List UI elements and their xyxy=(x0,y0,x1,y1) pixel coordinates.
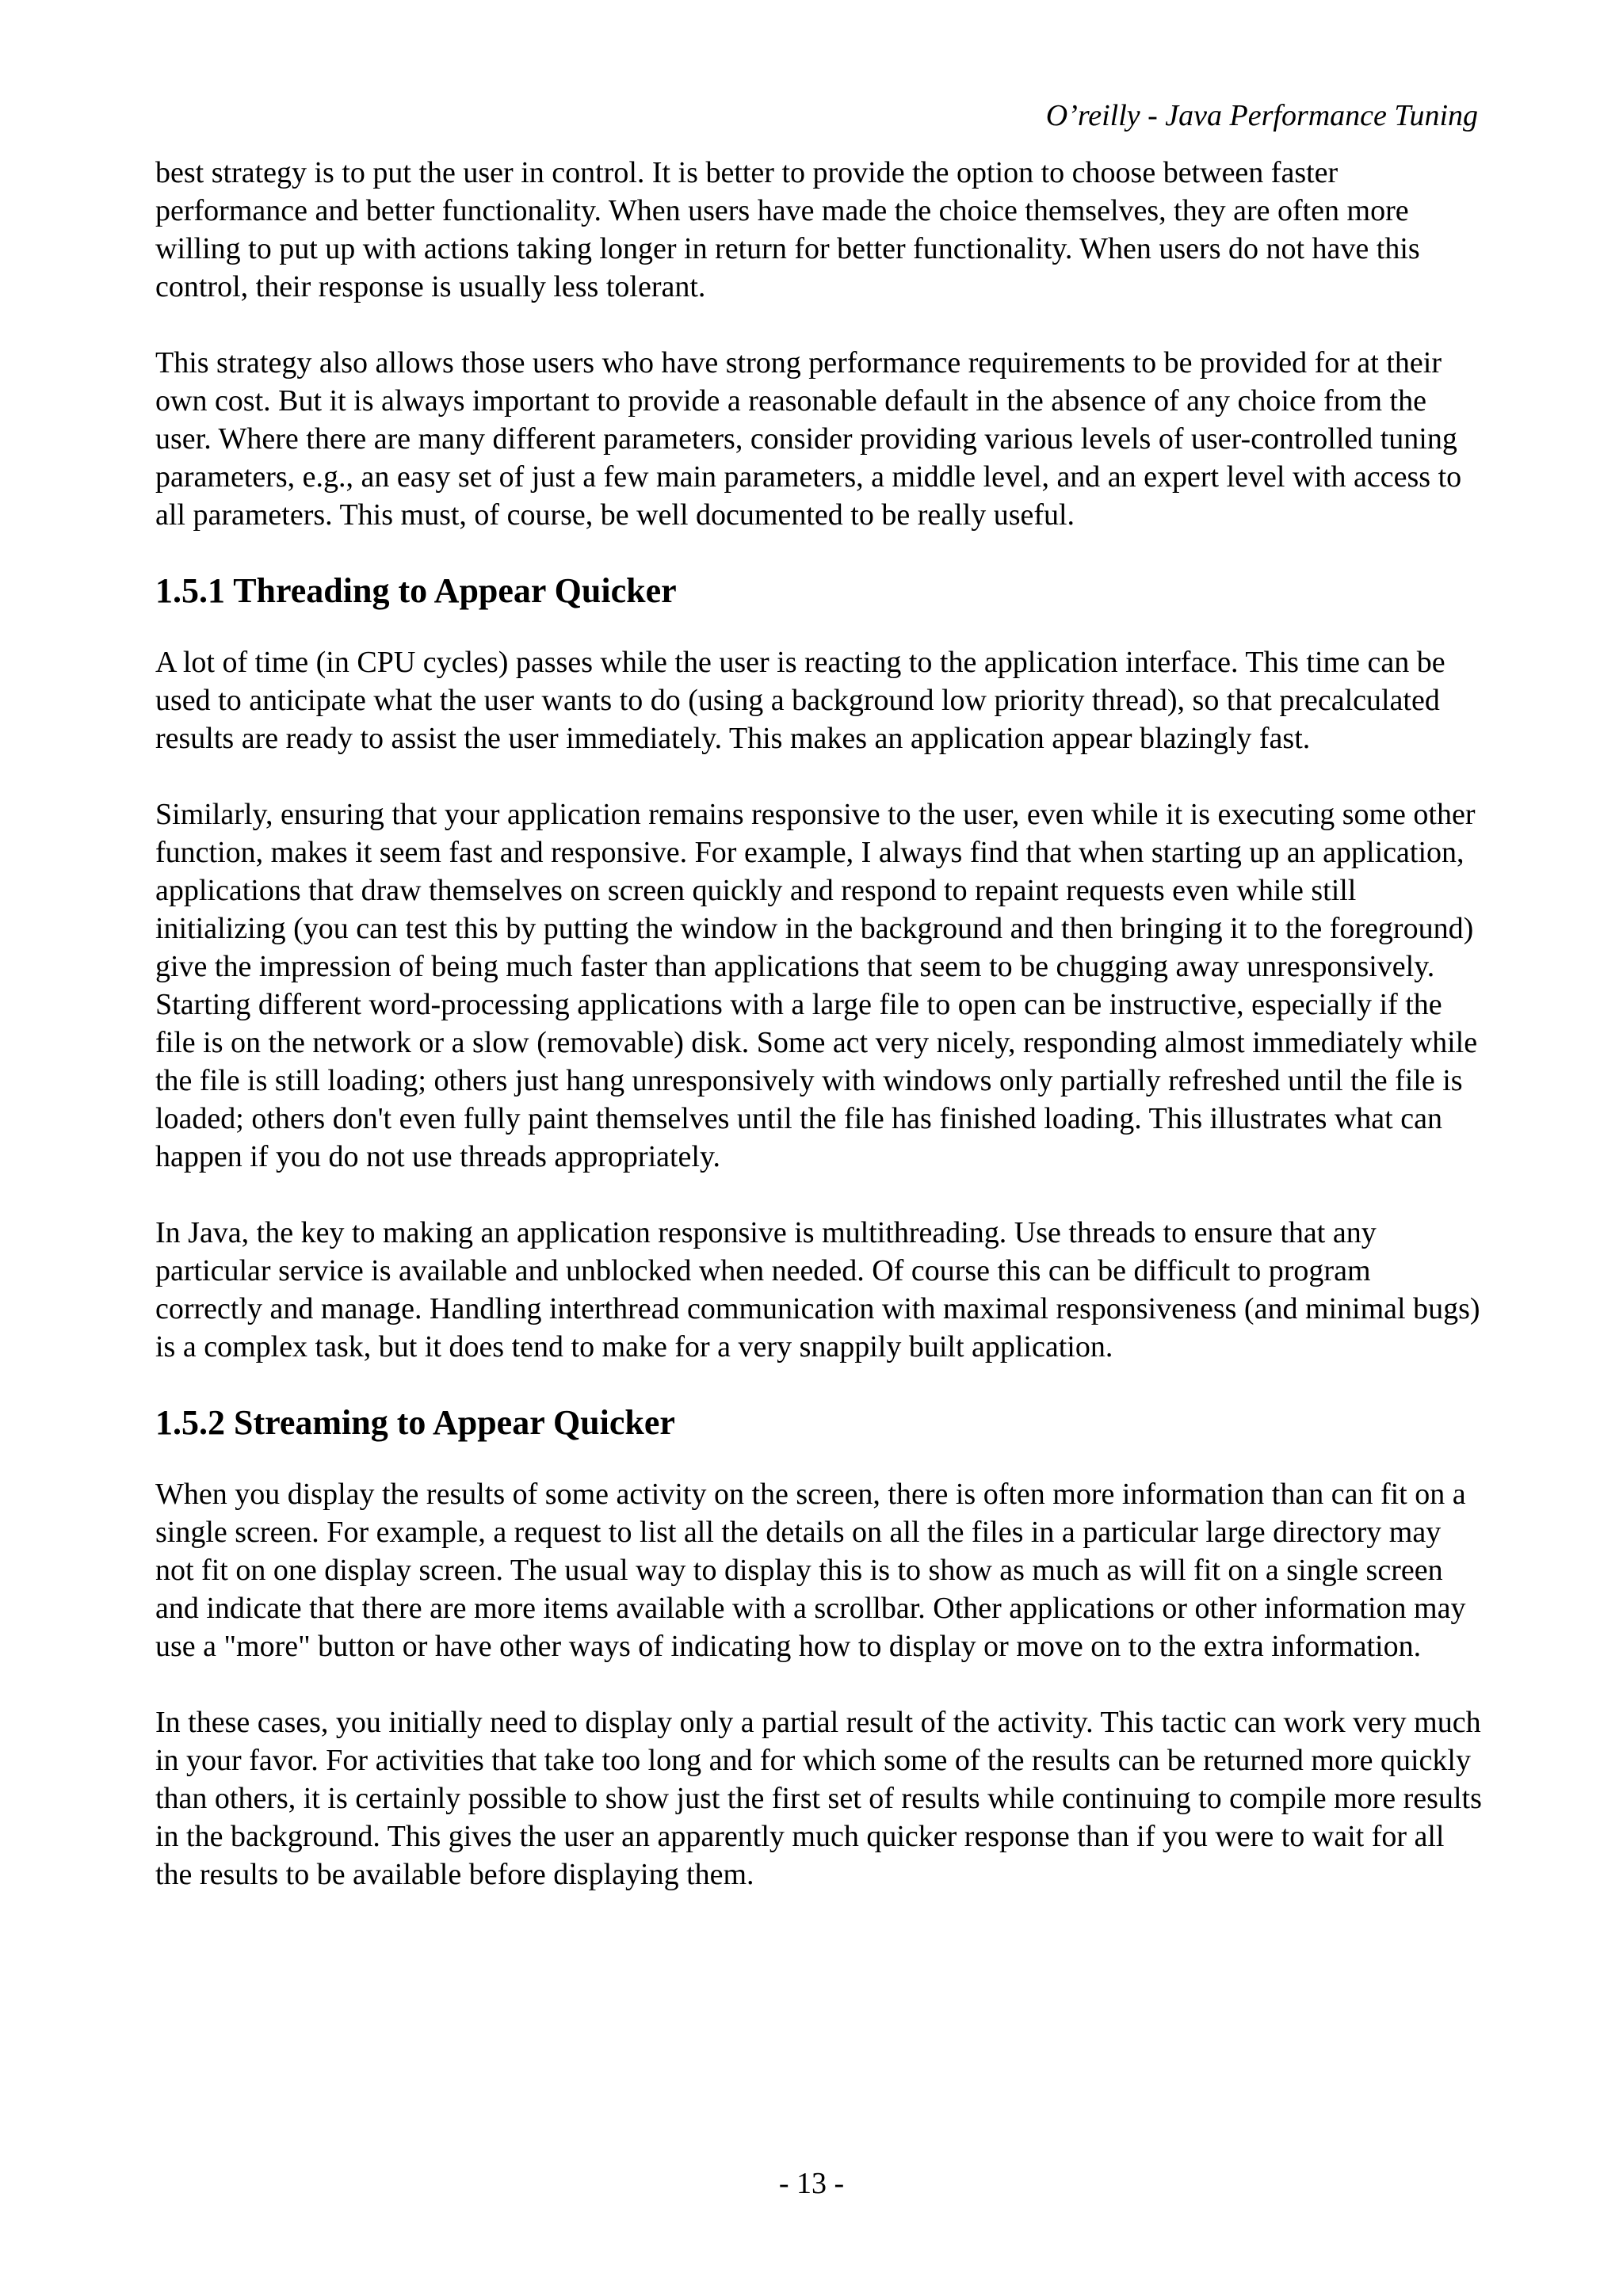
running-header: O’reilly - Java Performance Tuning xyxy=(1045,99,1478,132)
section-heading-threading: 1.5.1 Threading to Appear Quicker xyxy=(155,571,677,610)
paragraph-multithreading: In Java, the key to making an application responsive is multithreading. Use threads to ensure that any particular service is available and unblocked when needed. Of course this can be difficult to program correctly and manage. Handling interthread communication with maximal responsiveness (and minimal bugs) is a complex task, but it does tend to make for a very snappily built application. xyxy=(155,1216,1480,1363)
page-content xyxy=(155,154,1483,1894)
section-heading-streaming: 1.5.2 Streaming to Appear Quicker xyxy=(155,1403,675,1442)
paragraph-strategy-defaults: This strategy also allows those users who have strong performance requirements to be provided for at their own cost. But it is always important to provide a reasonable default in the absence of any choice from the user. Where there are many different parameters, consider providing various levels of user-controlled tuning parameters, e.g., an easy set of just a few main parameters, a middle level, and an expert level with access to all parameters. This must, of course, be well documented to be really useful. xyxy=(155,346,1462,532)
paragraph-cpu-cycles: A lot of time (in CPU cycles) passes while the user is reacting to the application interface. This time can be used to anticipate what the user wants to do (using a background low priority thread), so that precalculated results are ready to assist the user immediately. This makes an application appear blazingly fast. xyxy=(155,646,1445,755)
paragraph-display-results: When you display the results of some activity on the screen, there is often more information than can fit on a single screen. For example, a request to list all the details on all the files in a particular large directory may not fit on one display screen. The usual way to display this is to show as much as will fit on a single screen and indicate that there are more items available with a scrollbar. Other applications or other information may use a "more" button or have other ways of indicating how to display or move on to the extra information. xyxy=(155,1478,1466,1663)
paragraph-user-control: best strategy is to put the user in control. It is better to provide the option to choose between faster performance and better functionality. When users have made the choice themselves, they are often more willing to put up with actions taking longer in return for better functionality. When users do not have this control, their response is usually less tolerant. xyxy=(155,156,1420,303)
paragraph-partial-results: In these cases, you initially need to display only a partial result of the activity. This tactic can work very much in your favor. For activities that take too long and for which some of the results can be returned more quickly than others, it is certainly possible to show just the first set of results while continuing to compile more results in the background. This gives the user an apparently much quicker response than if you were to wait for all the results to be available before displaying them. xyxy=(155,1706,1482,1891)
paragraph-responsiveness: Similarly, ensuring that your application remains responsive to the user, even while it is executing some other function, makes it seem fast and responsive. For example, I always find that when starting up an application, applications that draw themselves on screen quickly and respond to repaint requests even while still initializing (you can test this by putting the window in the background and then bringing it to the foreground) give the impression of being much faster than applications that seem to be chugging away unresponsively. Starting different word-processing applications with a large file to open can be instructive, especially if the file is on the network or a slow (removable) disk. Some act very nicely, responding almost immediately while the file is still loading; others just hang unresponsively with windows only partially refreshed until the file is loaded; others don't even fully paint themselves until the file has finished loading. This illustrates what can happen if you do not use threads appropriately. xyxy=(155,798,1478,1173)
page-number: - 13 - xyxy=(778,2167,845,2200)
